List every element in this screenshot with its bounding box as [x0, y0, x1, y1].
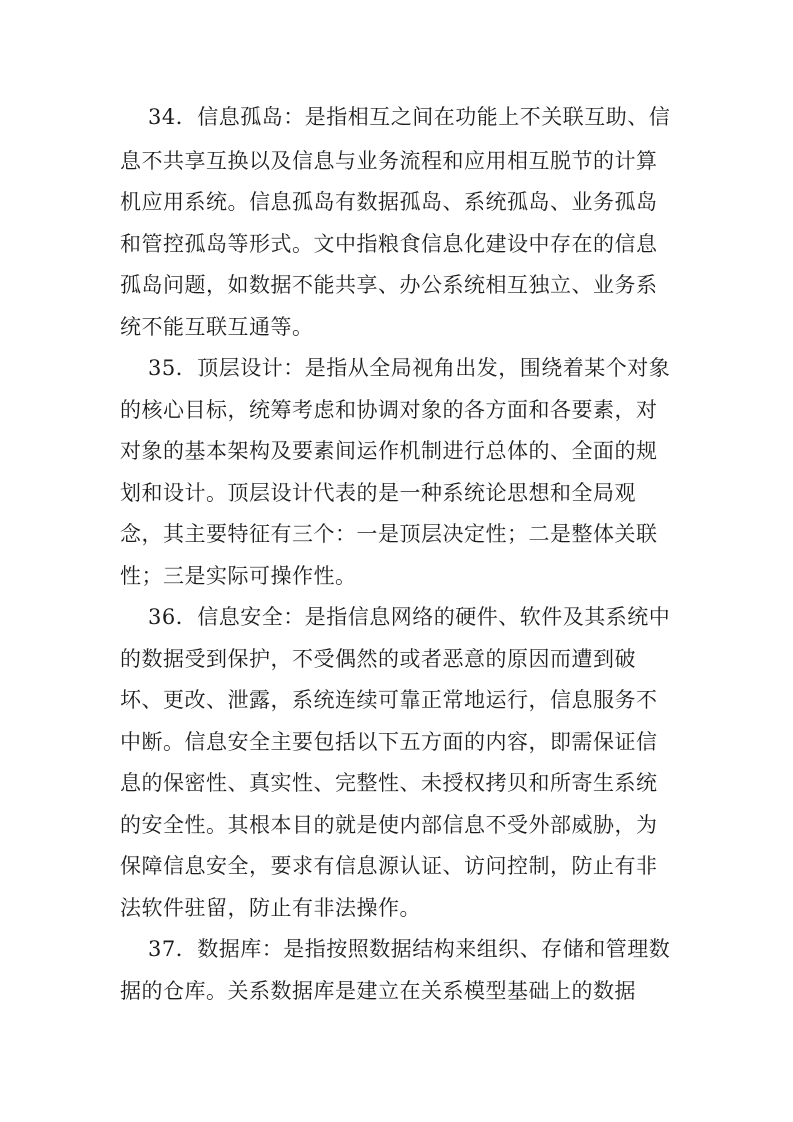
text-line: 孤岛问题，如数据不能共享、办公系统相互独立、业务系 [120, 273, 658, 297]
text-line: 和管控孤岛等形式。文中指粮食信息化建设中存在的信息 [120, 232, 658, 256]
text-line: 坏、更改、泄露，系统连续可靠正常地运行，信息服务不 [120, 688, 658, 712]
text-line: 37．数据库：是指按照数据结构来组织、存储和管理数 [148, 937, 671, 961]
text-line: 的数据受到保护，不受偶然的或者恶意的原因而遭到破 [120, 647, 636, 671]
text-line: 机应用系统。信息孤岛有数据孤岛、系统孤岛、业务孤岛 [120, 190, 658, 214]
text-line: 划和设计。顶层设计代表的是一种系统论思想和全局观 [120, 481, 636, 505]
text-line: 息的保密性、真实性、完整性、未授权拷贝和所寄生系统 [120, 771, 658, 795]
text-line: 息不共享互换以及信息与业务流程和应用相互脱节的计算 [120, 149, 658, 173]
text-line: 统不能互联互通等。 [120, 315, 314, 339]
text-line: 34．信息孤岛：是指相互之间在功能上不关联互助、信 [148, 105, 671, 129]
text-line: 36．信息安全：是指信息网络的硬件、软件及其系统中 [148, 605, 671, 629]
text-line: 保障信息安全，要求有信息源认证、访问控制，防止有非 [120, 854, 658, 878]
text-line: 的核心目标，统筹考虑和协调对象的各方面和各要素，对 [120, 398, 658, 422]
text-line: 的安全性。其根本目的就是使内部信息不受外部威胁，为 [120, 813, 658, 837]
text-line: 对象的基本架构及要素间运作机制进行总体的、全面的规 [120, 439, 658, 463]
text-line: 性；三是实际可操作性。 [120, 564, 357, 588]
text-line: 35．顶层设计：是指从全局视角出发，围绕着某个对象 [148, 356, 671, 380]
text-line: 法软件驻留，防止有非法操作。 [120, 896, 421, 920]
text-line: 中断。信息安全主要包括以下五方面的内容，即需保证信 [120, 730, 658, 754]
text-line: 念，其主要特征有三个：一是顶层决定性；二是整体关联 [120, 522, 658, 546]
text-line: 据的仓库。关系数据库是建立在关系模型基础上的数据 [120, 979, 636, 1003]
